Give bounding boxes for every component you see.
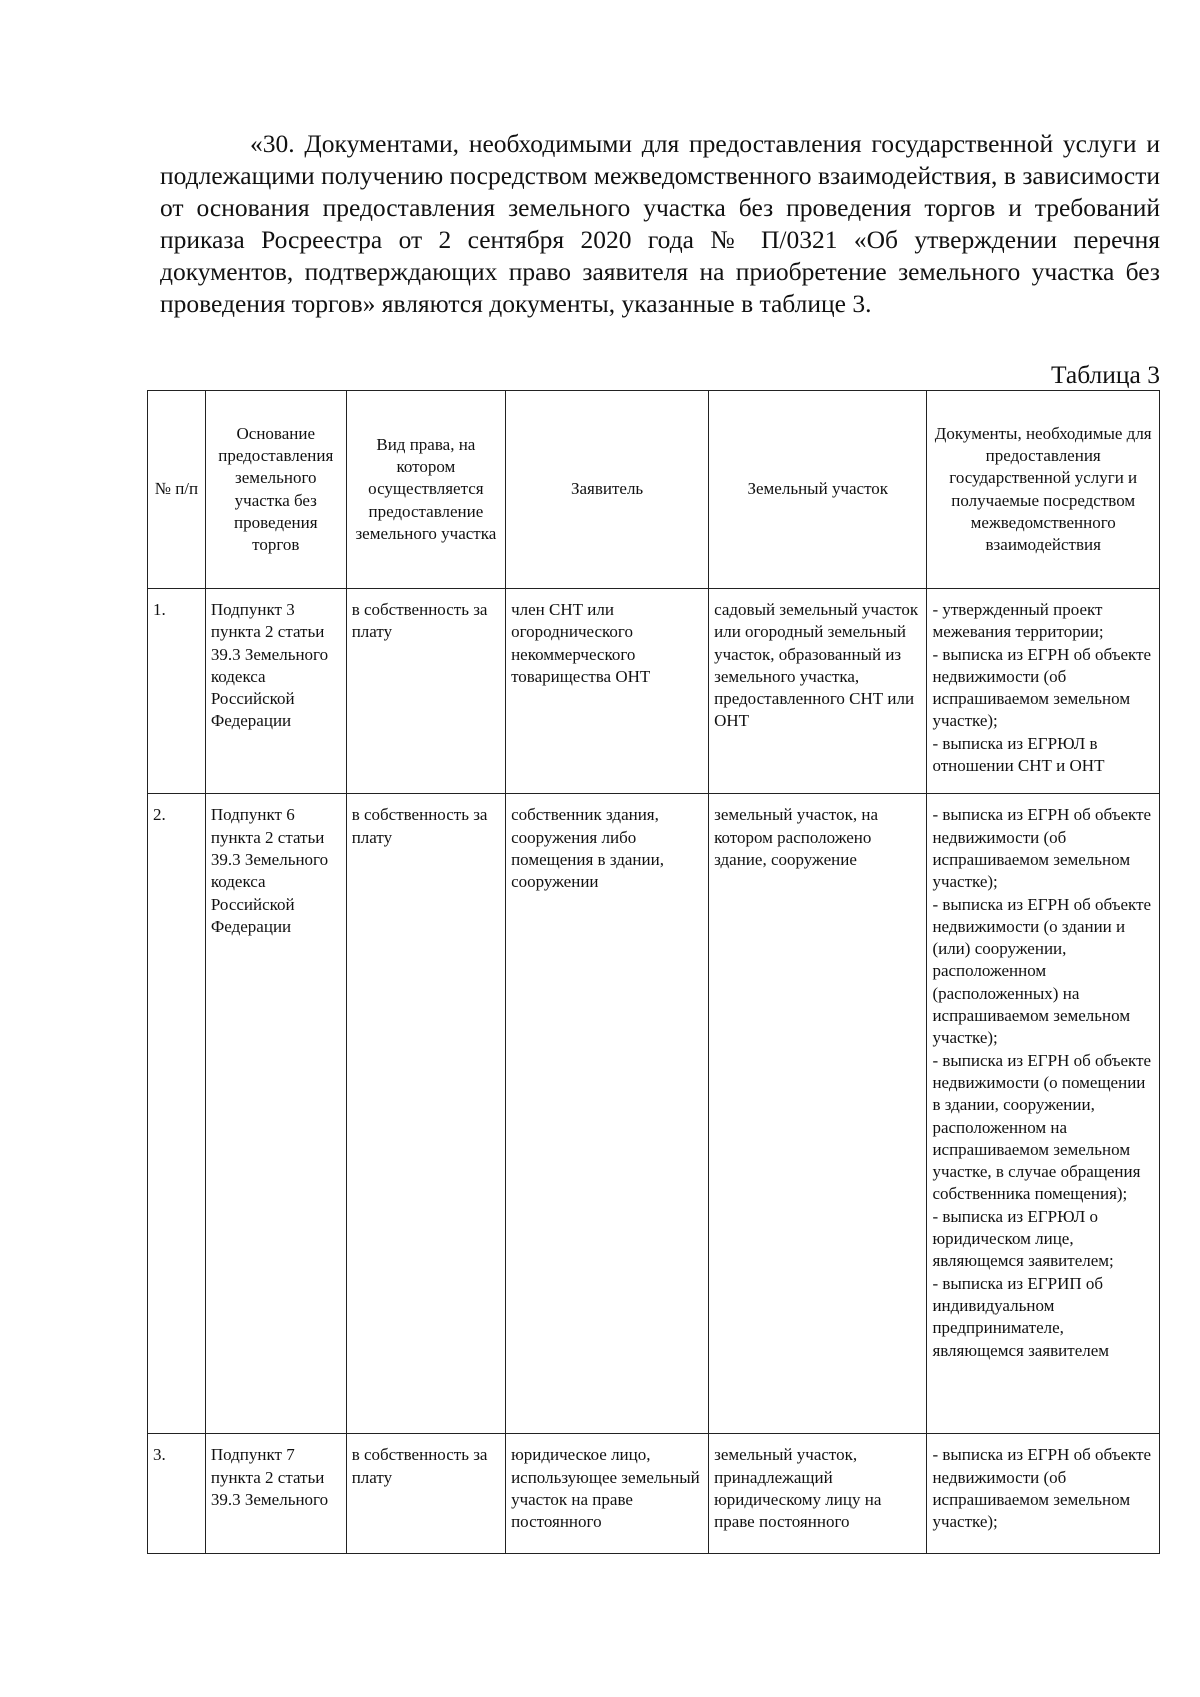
table-row xyxy=(148,794,1160,1434)
row-basis: Подпункт 6 пункта 2 статьи 39.3 Земельного кодекса Российской Федерации xyxy=(205,794,346,1434)
row-number: 2. xyxy=(148,794,206,1434)
header-right-type: Вид права, на котором осуществляется предоставление земельного участка xyxy=(346,391,505,589)
header-documents: Документы, необходимые для предоставления государственной услуги и получаемые посредством межведомственного взаимодействия xyxy=(927,391,1160,589)
row-right-type: в собственность за плату xyxy=(346,794,505,1434)
documents-table xyxy=(147,390,1160,1554)
row-applicant: член СНТ или огороднического некоммерческого товарищества ОНТ xyxy=(506,589,709,794)
row-basis: Подпункт 3 пункта 2 статьи 39.3 Земельного кодекса Российской Федерации xyxy=(205,589,346,794)
row-documents: - выписка из ЕГРН об объекте недвижимости (об испрашиваемом земельном участке); - выписка из ЕГРН об объекте недвижимости (о здании и (или) сооружении, расположенном (расположенных) на испрашиваемом земельном участке); - выписка из ЕГРН об объекте недвижимости (о помещении в здании, сооружении, расположенном на испрашиваемом земельном участке, в случае обращения собственника помещения); - выписка из ЕГРЮЛ о юридическом лице, являющемся заявителем; - выписка из ЕГРИП об индивидуальном предпринимателе, являющемся заявителем xyxy=(927,794,1160,1434)
table-header-row xyxy=(148,391,1160,589)
row-land-plot: земельный участок, принадлежащий юридическому лицу на праве постоянного xyxy=(709,1434,927,1554)
table-row xyxy=(148,1434,1160,1554)
intro-paragraph: «30. Документами, необходимыми для предоставления государственной услуги и подлежащими получению посредством межведомственного взаимодействия, в зависимости от основания предоставления земельного участка без проведения торгов и требований приказа Росреестра от 2 сентября 2020 года № П/0321 «Об утверждении перечня документов, подтверждающих право заявителя на приобретение земельного участка без проведения торгов» являются документы, указанные в таблице 3. xyxy=(160,129,1160,318)
row-basis: Подпункт 7 пункта 2 статьи 39.3 Земельного xyxy=(205,1434,346,1554)
row-number: 1. xyxy=(148,589,206,794)
row-right-type: в собственность за плату xyxy=(346,589,505,794)
row-applicant: юридическое лицо, использующее земельный участок на праве постоянного xyxy=(506,1434,709,1554)
row-applicant: собственник здания, сооружения либо помещения в здании, сооружении xyxy=(506,794,709,1434)
row-land-plot: садовый земельный участок или огородный земельный участок, образованный из земельного участка, предоставленного СНТ или ОНТ xyxy=(709,589,927,794)
row-documents: - выписка из ЕГРН об объекте недвижимости (об испрашиваемом земельном участке); xyxy=(927,1434,1160,1554)
header-applicant: Заявитель xyxy=(506,391,709,589)
row-land-plot: земельный участок, на котором расположено здание, сооружение xyxy=(709,794,927,1434)
header-land-plot: Земельный участок xyxy=(709,391,927,589)
row-right-type: в собственность за плату xyxy=(346,1434,505,1554)
row-number: 3. xyxy=(148,1434,206,1554)
header-basis: Основание предоставления земельного участка без проведения торгов xyxy=(205,391,346,589)
header-number: № п/п xyxy=(148,391,206,589)
table-caption: Таблица 3 xyxy=(1050,360,1160,389)
row-documents: - утвержденный проект межевания территории; - выписка из ЕГРН об объекте недвижимости (об испрашиваемом земельном участке); - выписка из ЕГРЮЛ в отношении СНТ и ОНТ xyxy=(927,589,1160,794)
table-row xyxy=(148,589,1160,794)
